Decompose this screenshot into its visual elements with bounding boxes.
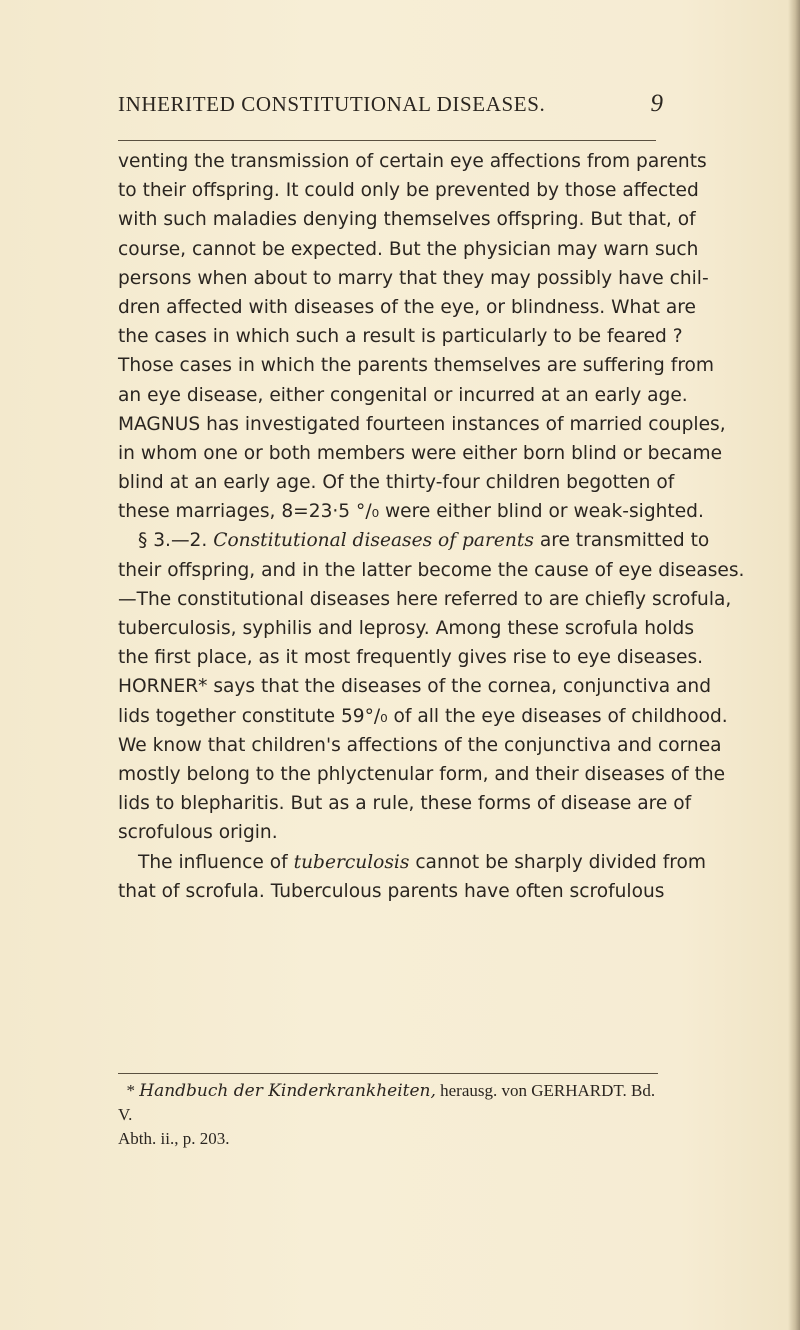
text-line: course, cannot be expected. But the physician may warn such	[118, 238, 699, 260]
text-line: in whom one or both members were either born blind or became	[118, 442, 723, 464]
footnote-line-1	[118, 1079, 658, 1127]
paragraph-line	[118, 848, 707, 877]
footnote-marker: *	[126, 1081, 135, 1100]
running-head: INHERITED CONSTITUTIONAL DISEASES.	[118, 92, 546, 116]
text-line: to their offspring. It could only be prevented by those affected	[118, 180, 699, 202]
text-line: —The constitutional diseases here referred to are chiefly scrofula,	[118, 588, 732, 610]
footnote-rule	[118, 1073, 658, 1074]
section-continuation: are transmitted to	[539, 530, 710, 552]
section-line	[118, 526, 710, 555]
paragraph-start: The influence of	[138, 851, 288, 873]
page-number: 9	[650, 90, 663, 117]
paragraph-continuation: cannot be sharply divided from	[415, 851, 707, 873]
text-line: scrofulous origin.	[118, 822, 278, 844]
text-line: Those cases in which the parents themselves are suffering from	[118, 355, 715, 377]
text-line: MAGNUS has investigated fourteen instances of married couples,	[118, 413, 726, 435]
text-line: lids together constitute 59°/₀ of all the eye diseases of childhood.	[118, 705, 728, 727]
footnote-title: Handbuch der Kinderkrankheiten,	[139, 1081, 436, 1101]
footnote-line-2: Abth. ii., p. 203.	[118, 1129, 230, 1148]
header-rule	[118, 140, 656, 141]
section-number: § 3.—2.	[138, 530, 208, 552]
italic-term: tuberculosis	[293, 851, 410, 873]
text-line: mostly belong to the phlyctenular form, and their diseases of the	[118, 763, 726, 785]
text-line: these marriages, 8=23·5 °/₀ were either blind or weak-sighted.	[118, 501, 704, 523]
section-title: Constitutional diseases of parents	[213, 530, 534, 552]
footnote	[118, 1079, 658, 1151]
text-line: lids to blepharitis. But as a rule, these forms of disease are of	[118, 793, 692, 815]
page-edge-shadow	[788, 0, 800, 1330]
text-line: their offspring, and in the latter become the cause of eye diseases.	[118, 559, 745, 581]
text-line: tuberculosis, syphilis and leprosy. Among these scrofula holds	[118, 618, 695, 639]
footnote-rest: herausg. von GERHARDT. Bd. V.	[118, 1081, 656, 1124]
text-line: dren affected with diseases of the eye, or blindness. What are	[118, 296, 696, 318]
text-line: the cases in which such a result is particularly to be feared ?	[118, 326, 683, 348]
text-line: We know that children's affections of the conjunctiva and cornea	[118, 734, 722, 756]
page-header	[118, 92, 663, 128]
text-line: the first place, as it most frequently gives rise to eye diseases.	[118, 647, 704, 669]
text-line: persons when about to marry that they may possibly have chil-	[118, 267, 709, 289]
text-line: an eye disease, either congenital or incurred at an early age.	[118, 384, 688, 406]
text-line: blind at an early age. Of the thirty-four children begotten of	[118, 472, 675, 494]
text-line: venting the transmission of certain eye affections from parents	[118, 151, 707, 172]
text-line: that of scrofula. Tuberculous parents have often scrofulous	[118, 880, 665, 902]
body-text	[118, 147, 745, 906]
text-line: HORNER* says that the diseases of the cornea, conjunctiva and	[118, 676, 712, 698]
text-line: with such maladies denying themselves offspring. But that, of	[118, 209, 696, 231]
